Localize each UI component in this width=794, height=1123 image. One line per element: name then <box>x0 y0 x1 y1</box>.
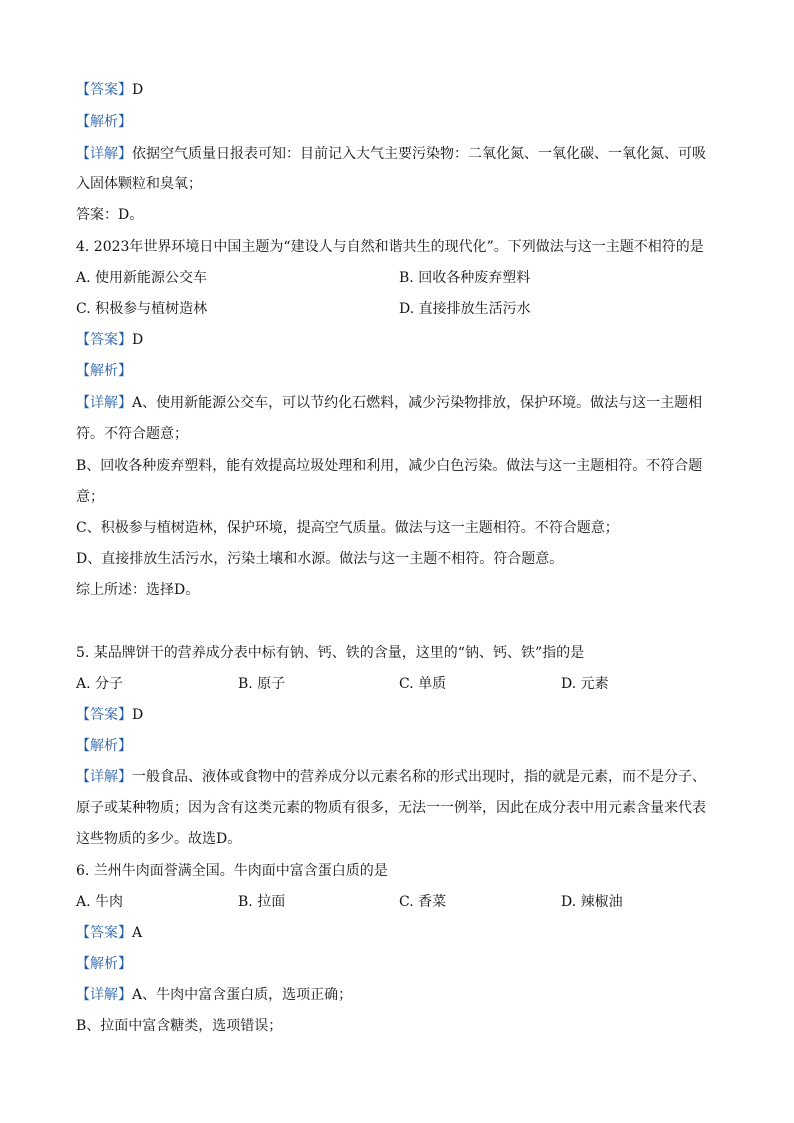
q6-answer-line <box>76 923 142 943</box>
q4-summary: 综上所述：选择D。 <box>76 582 200 598</box>
q5-analysis-tag: 【解析】 <box>76 738 132 754</box>
answer-value: D <box>132 82 144 98</box>
q4-option-c: C. 积极参与植树造林 <box>76 301 208 317</box>
q5-option-d: D. 元素 <box>561 676 609 692</box>
answer-tag: 【答案】 <box>76 82 132 98</box>
detail-tag: 【详解】 <box>76 146 132 162</box>
answer-value: D <box>132 707 144 723</box>
detail-tag: 【详解】 <box>76 769 132 785</box>
q6-option-a: A. 牛肉 <box>76 894 124 910</box>
answer-tag: 【答案】 <box>76 707 132 723</box>
q4-answer-line <box>76 330 143 350</box>
answer-value: D <box>132 332 144 348</box>
q5-answer-line <box>76 705 143 725</box>
question-stem-6: 6. 兰州牛肉面誉满全国。牛肉面中富含蛋白质的是 <box>76 863 388 879</box>
q4-option-b: B. 回收各种废弃塑料 <box>399 270 531 286</box>
q5-option-b: B. 原子 <box>238 676 286 692</box>
detail-continuation: 入固体颗粒和臭氧； <box>76 176 202 192</box>
q6-analysis-tag: 【解析】 <box>76 956 132 972</box>
q6-option-b: B. 拉面 <box>238 894 286 910</box>
detail-text: 依据空气质量日报表可知：目前记入大气主要污染物：二氧化氮、一氧化碳、一氧化氮、可吸 <box>132 146 706 162</box>
q6-detail-line-2: B、拉面中富含糖类，选项错误； <box>76 1018 283 1034</box>
answer-value: A <box>132 925 143 941</box>
q4-option-a: A. 使用新能源公交车 <box>76 270 208 286</box>
answer-tag: 【答案】 <box>76 332 132 348</box>
detail-tag: 【详解】 <box>76 395 132 411</box>
analysis-tag: 【解析】 <box>76 114 132 130</box>
q4-detail-line-1: 【详解】A、使用新能源公交车，可以节约化石燃料，减少污染物排放，保护环境。做法与这一主题相 <box>76 395 703 411</box>
q5-detail-line-1: 【详解】一般食品、液体或食物中的营养成分以元素名称的形式出现时，指的就是元素，而不是分子、 <box>76 769 706 785</box>
q5-detail-line-3: 这些物质的多少。故选D。 <box>76 831 242 847</box>
q5-option-c: C. 单质 <box>399 676 447 692</box>
q5-detail-line-2: 原子或某种物质；因为含有这类元素的物质有很多，无法一一例举，因此在成分表中用元素含量来代表 <box>76 800 706 816</box>
q4-detail-line-3: B、回收各种废弃塑料，能有效提高垃圾处理和利用，减少白色污染。做法与这一主题相符。不符合题 <box>76 458 703 474</box>
q5-option-a: A. 分子 <box>76 676 124 692</box>
q4-detail-line-2: 符。不符合题意； <box>76 426 188 442</box>
detail-line <box>76 144 706 164</box>
question-stem-4: 4. 2023年世界环境日中国主题为“建设人与自然和谐共生的现代化”。下列做法与这一主题不相符的是 <box>76 239 704 255</box>
q4-option-d: D. 直接排放生活污水 <box>399 301 531 317</box>
answer-line <box>76 80 143 100</box>
q4-analysis-tag: 【解析】 <box>76 363 132 379</box>
q4-detail-line-4: 意； <box>76 489 104 505</box>
detail-tag: 【详解】 <box>76 987 132 1003</box>
q6-option-d: D. 辣椒油 <box>561 894 623 910</box>
q6-option-c: C. 香菜 <box>399 894 447 910</box>
q4-detail-line-5: C、积极参与植树造林，保护环境，提高空气质量。做法与这一主题相符。不符合题意； <box>76 520 619 536</box>
answer-tag: 【答案】 <box>76 925 132 941</box>
q6-detail-line-1: 【详解】A、牛肉中富含蛋白质，选项正确； <box>76 987 353 1003</box>
conclusion: 答案：D。 <box>76 207 144 223</box>
question-stem-5: 5. 某品牌饼干的营养成分表中标有钠、钙、铁的含量，这里的“钠、钙、铁”指的是 <box>76 645 585 661</box>
q4-detail-line-6: D、直接排放生活污水，污染土壤和水源。做法与这一主题不相符。符合题意。 <box>76 551 564 567</box>
